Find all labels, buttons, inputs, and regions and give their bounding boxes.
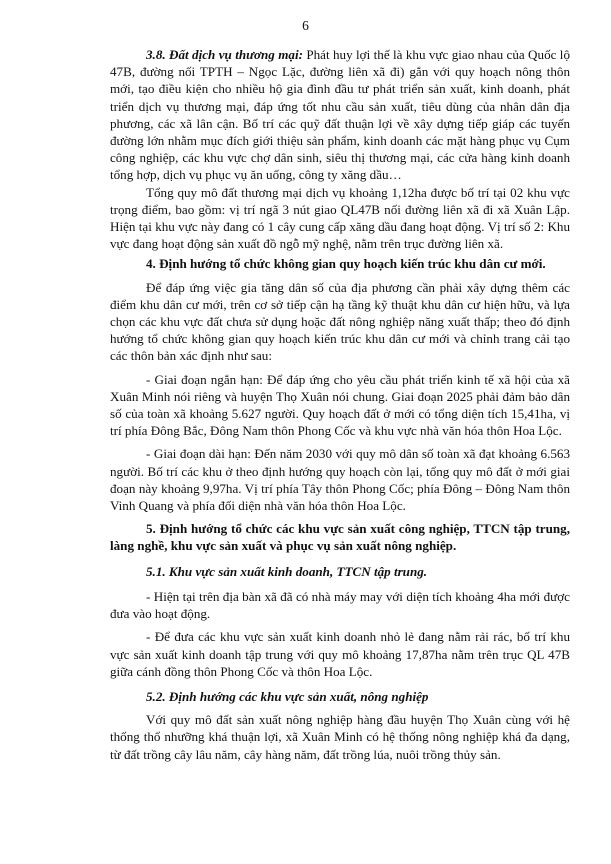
section-5-2-paragraph: Với quy mô đất sản xuất nông nghiệp hàng đầu huyện Thọ Xuân cùng với hệ thống thổ nhưỡng khá thuận lợi, xã Xuân Minh có hệ thống nông nghiệp khá đa dạng, từ đất trồng cây lâu năm, cây hàng năm, đất trồng lúa, nuôi trồng thủy sản. — [110, 712, 570, 762]
section-5-heading: 5. Định hướng tổ chức các khu vực sản xuất công nghiệp, TTCN tập trung, làng nghề, khu vực sản xuất và phục vụ sản xuất nông nghiệp. — [110, 521, 570, 554]
section-4-heading: 4. Định hướng tổ chức không gian quy hoạch kiến trúc khu dân cư mới. — [146, 256, 546, 272]
section-5-1-heading: 5.1. Khu vực sản xuất kinh doanh, TTCN tập trung. — [146, 563, 428, 579]
section-3-8-text: Phát huy lợi thế là khu vực giao nhau của Quốc lộ 47B, đường nối TPTH – Ngọc Lặc, đường liên xã đi) gắn với quy hoạch nông thôn mới, tạo điều kiện cho nhiều hộ gia đình đầu tư phát triển sản xuất, kinh doanh, phát triển dịch vụ thương mại, đáp ứng tốt nhu cầu sản xuất, tiêu dùng của nhân dân địa phương, các xã lân cận. Bố trí các quỹ đất thuận lợi về xây dựng tiếp giáp các tuyến đường lớn nhằm mục đích giới thiệu sản phẩm, kinh doanh các mặt hàng phục vụ Cụm công nghiệp, các khu vực chợ dân sinh, siêu thị thương mại, các cửa hàng kinh doanh tổng hợp, dịch vụ phục vụ ăn uống, công ty xăng dầu… — [110, 47, 570, 183]
section-5-1-item-1: - Hiện tại trên địa bàn xã đã có nhà máy may với diện tích khoảng 4ha mới được đưa vào hoạt động. — [110, 588, 570, 622]
section-3-8-paragraph — [110, 46, 570, 184]
short-term-item: - Giai đoạn ngắn hạn: Để đáp ứng cho yêu cầu phát triển kinh tế xã hội của xã Xuân Minh nói riêng và huyện Thọ Xuân nói chung. Giai đoạn 2025 phải đảm bảo dân số của toàn xã khoảng 5.627 người. Quy hoạch đất ở mới có tổng diện tích 15,41ha, vị trí phía Đông Bắc, Đông Nam thôn Phong Cốc và khu vực nhà văn hóa thôn Hoa Lộc. — [110, 371, 570, 439]
section-5-1-item-2: - Để đưa các khu vực sản xuất kinh doanh nhỏ lẻ đang nằm rải rác, bố trí khu vực sản xuất kinh doanh tập trung với quy mô khoảng 17,87ha nằm trên trục QL 47B giữa cánh đồng thôn Phong Cốc và thôn Hoa Lộc. — [110, 629, 570, 679]
document-body — [110, 46, 570, 763]
section-5-2-heading: 5.2. Định hướng các khu vực sản xuất, nông nghiệp — [146, 688, 429, 704]
section-3-8-paragraph-2: Tổng quy mô đất thương mại dịch vụ khoảng 1,12ha được bố trí tại 02 khu vực trọng điểm, bao gồm: vị trí ngã 3 nút giao QL47B nối đường liên xã đi xã Xuân Lập. Hiện tại khu vực này đang có 1 cây cung cấp xăng dầu đang hoạt động. Vị trí số 2: Khu vực đang hoạt động sản xuất đồ ngỗ mỹ nghệ, nằm trên trục đường liên xã. — [110, 184, 570, 252]
page-number: 6 — [302, 18, 309, 33]
section-3-8-heading: 3.8. Đất dịch vụ thương mại: — [146, 47, 303, 62]
section-4-paragraph: Để đáp ứng việc gia tăng dân số của địa phương cần phải xây dựng thêm các điểm khu dân cư mới, trên cơ sở tiếp cận hạ tầng kỹ thuật khu dân cư hiện hữu, và lựa chọn các khu vực đất chưa sử dụng hoặc đất nông nghiệp năng xuất thấp; theo đó định hướng tổ chức không gian quy hoạch kiến trúc khu dân cư mới và chỉnh trang cải tạo các thôn bản xác định như sau: — [110, 279, 570, 364]
long-term-item: - Giai đoạn dài hạn: Đến năm 2030 với quy mô dân số toàn xã đạt khoảng 6.563 người. Bố trí các khu ở theo định hướng quy hoạch còn lại, tổng quy mô đất ở mới giai đoạn này khoảng 9,97ha. Vị trí phía Tây thôn Phong Cốc; phía Đông – Đông Nam thôn Vinh Quang và phía đối diện nhà văn hóa thôn Hoa Lộc. — [110, 446, 570, 514]
